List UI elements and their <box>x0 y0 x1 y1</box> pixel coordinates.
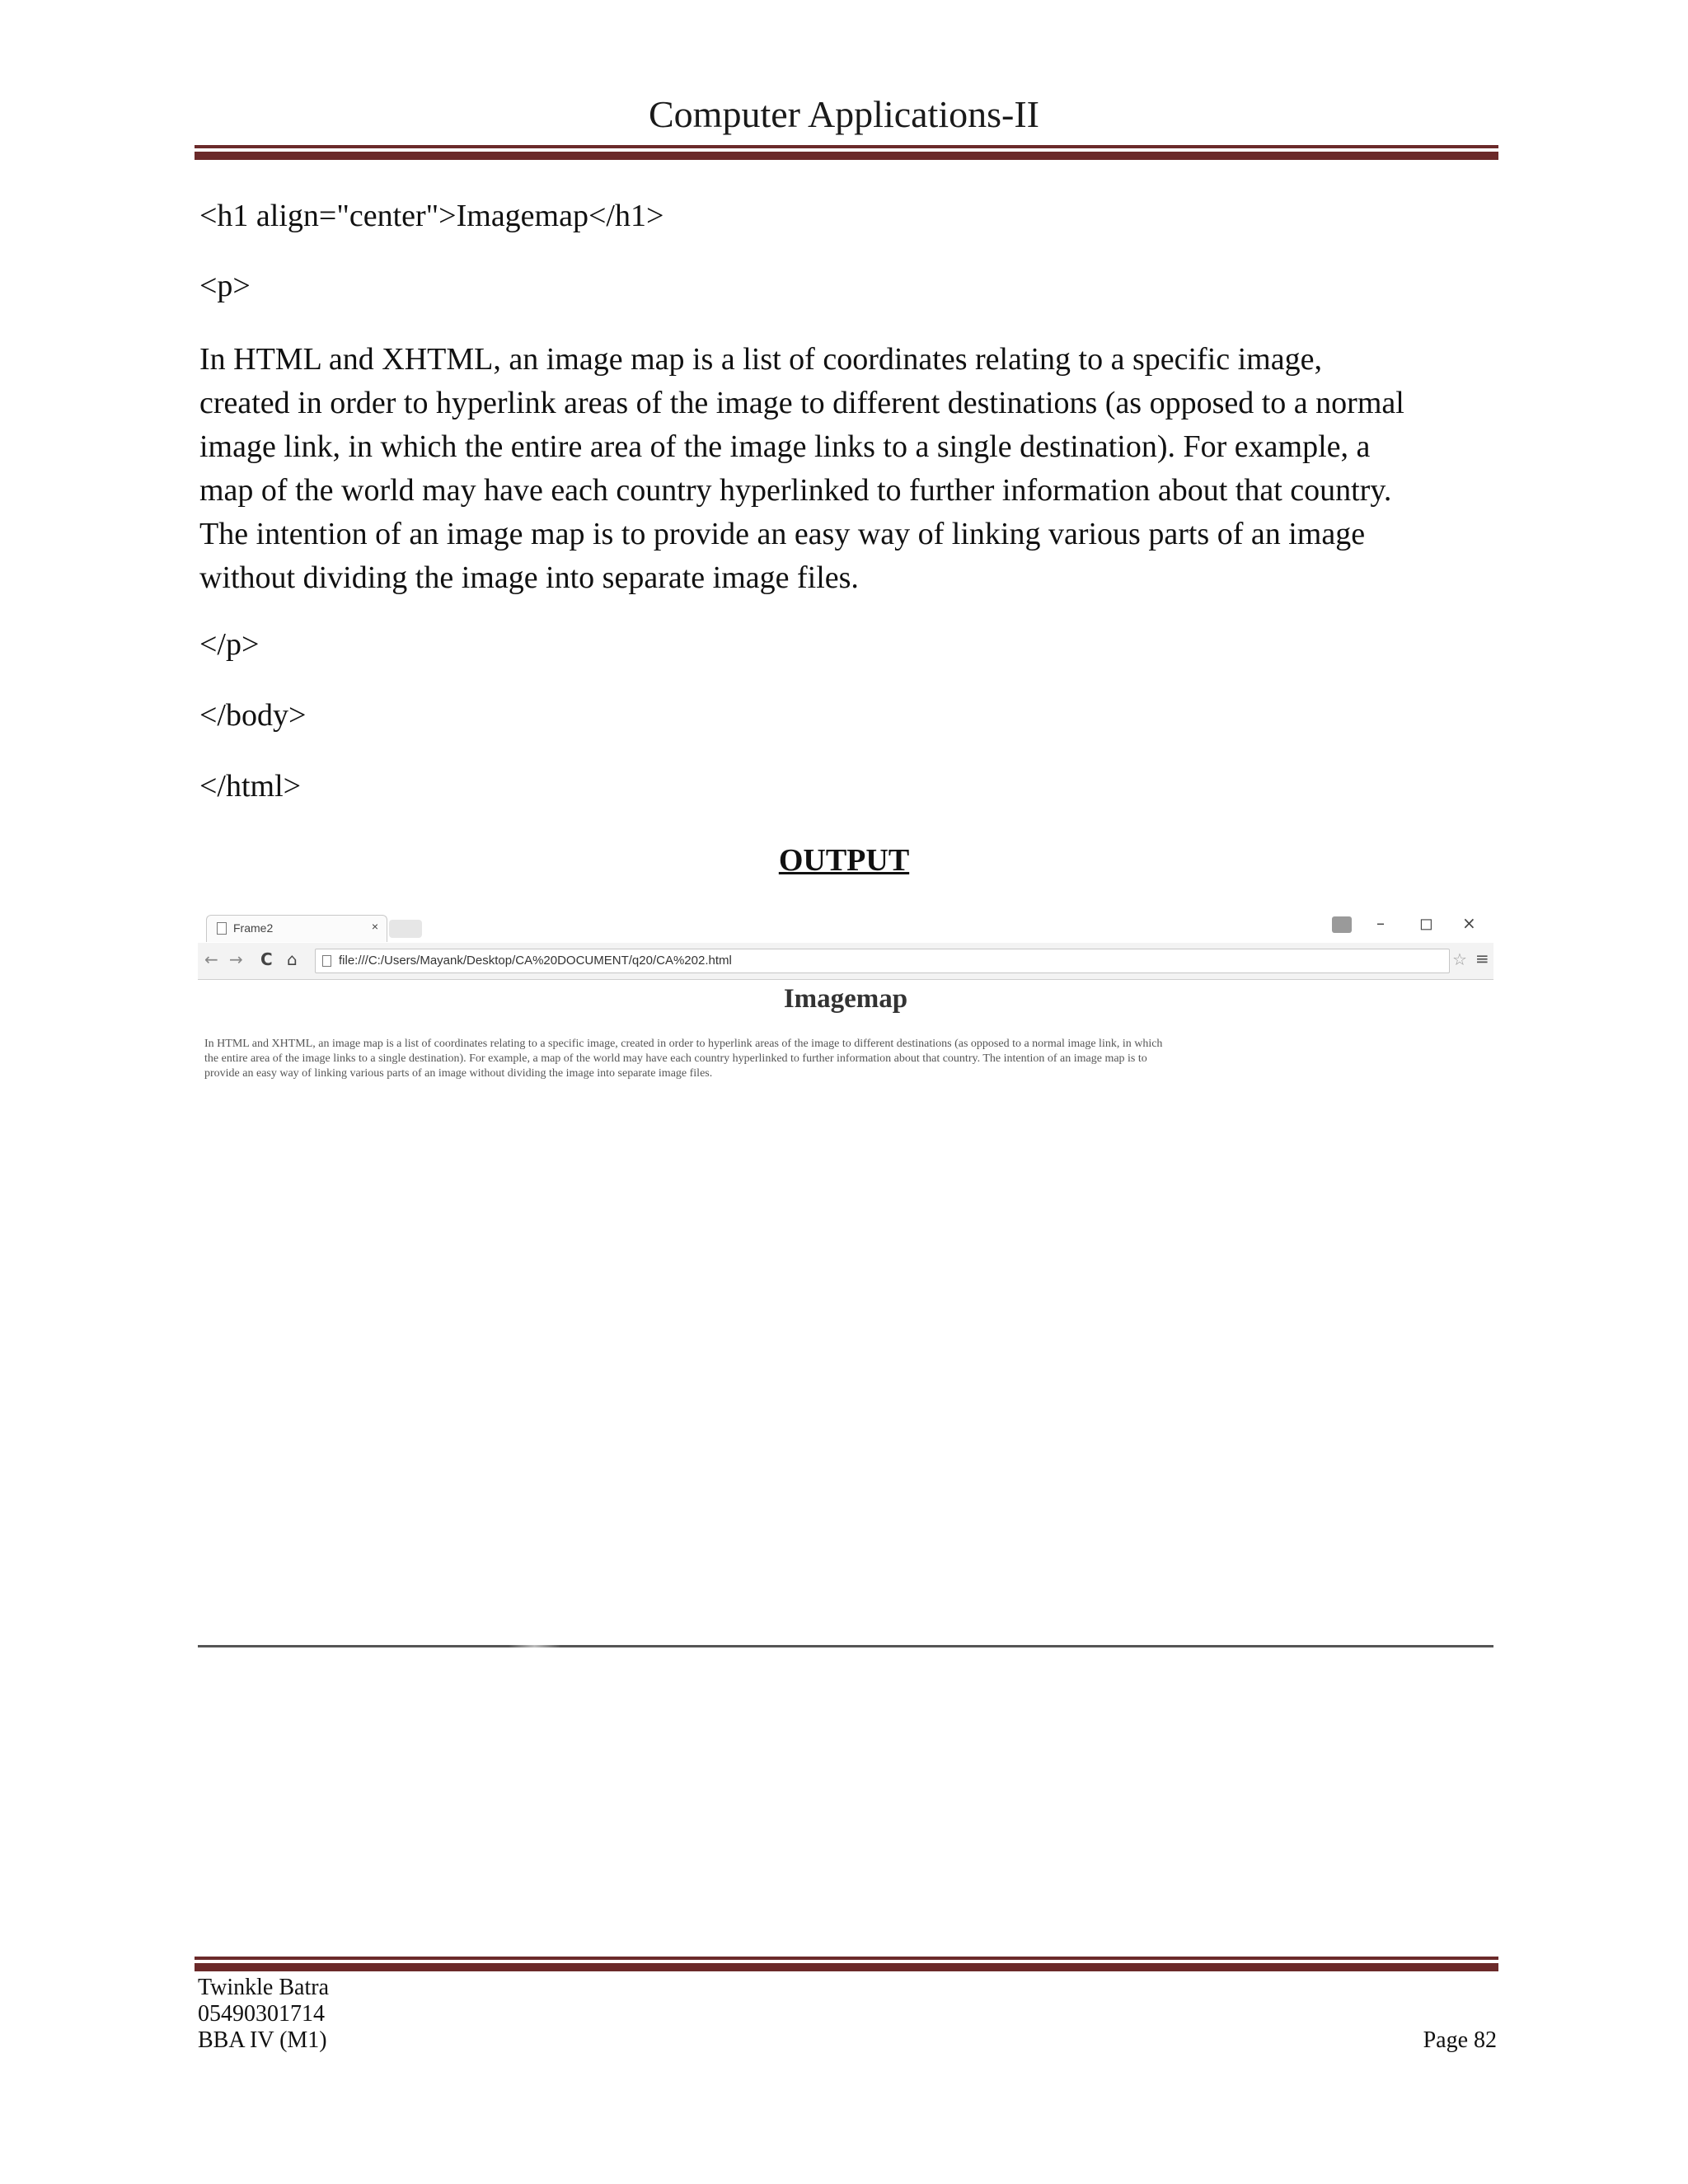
footer-author-block <box>198 1975 329 2054</box>
section-divider <box>198 1645 1493 1647</box>
browser-page-text <box>204 1037 1486 1081</box>
paragraph-line: In HTML and XHTML, an image map is a list of coordinates relating to a specific image, <box>199 342 1322 377</box>
menu-icon[interactable]: ≡ <box>1475 949 1489 968</box>
output-heading: OUTPUT <box>778 843 910 878</box>
paragraph-line: The intention of an image map is to provide an easy way of linking various parts of an image <box>199 517 1366 551</box>
browser-screenshot <box>198 910 1493 1099</box>
code-line-h1: <h1 align="center">Imagemap</h1> <box>199 199 664 233</box>
browser-tab-bar <box>198 910 1493 944</box>
footer-class: BBA IV (M1) <box>198 2027 327 2053</box>
page-header-title: Computer Applications-II <box>649 93 1039 135</box>
bookmark-star-icon[interactable]: ☆ <box>1452 949 1467 969</box>
paragraph-line: created in order to hyperlink areas of the image to different destinations (as opposed to a normal <box>199 386 1404 420</box>
page-number: Page 82 <box>1423 2027 1497 2053</box>
footer-rule <box>195 1957 1498 1971</box>
forward-icon[interactable]: → <box>229 949 243 969</box>
page-icon <box>322 955 331 967</box>
browser-tab[interactable] <box>206 915 387 942</box>
code-line-p-open: <p> <box>199 269 251 303</box>
paragraph-line: image link, in which the entire area of the image links to a single destination). For example, a <box>199 429 1371 464</box>
browser-page-text-line: In HTML and XHTML, an image map is a list of coordinates relating to a specific image, created in order to hyperlink areas of the image to different destinations (as opposed to a normal image link, in which <box>204 1038 1163 1050</box>
browser-page-text-line: the entire area of the image links to a single destination). For example, a map of the world may have each country hyperlinked to further information about that country. The intention of an image map is to <box>204 1052 1147 1065</box>
header-rule <box>195 145 1498 160</box>
minimize-icon[interactable]: – <box>1376 913 1385 933</box>
tab-close-icon[interactable]: × <box>371 920 378 933</box>
browser-page-text-line: provide an easy way of linking various parts of an image without dividing the image into separate image files. <box>204 1067 713 1080</box>
footer-name: Twinkle Batra <box>198 1975 329 2000</box>
code-line-html-close: </html> <box>199 769 302 804</box>
code-line-body-close: </body> <box>199 698 307 733</box>
user-profile-icon[interactable] <box>1332 916 1352 933</box>
browser-page-heading: Imagemap <box>783 984 908 1014</box>
browser-address-bar <box>198 943 1493 980</box>
footer-id: 05490301714 <box>198 2001 325 2027</box>
back-icon[interactable]: ← <box>204 949 218 969</box>
window-close-icon[interactable]: × <box>1462 913 1476 933</box>
url-input[interactable] <box>315 949 1450 973</box>
new-tab-button[interactable] <box>389 920 422 938</box>
tab-title: Frame2 <box>233 921 274 935</box>
page-icon <box>217 922 227 935</box>
url-text: file:///C:/Users/Mayank/Desktop/CA%20DOCUMENT/q20/CA%202.html <box>339 954 732 968</box>
home-icon[interactable]: ⌂ <box>287 949 298 969</box>
paragraph-line: without dividing the image into separate image files. <box>199 560 859 595</box>
paragraph-text <box>199 338 1485 600</box>
code-line-p-close: </p> <box>199 627 260 662</box>
paragraph-line: map of the world may have each country hyperlinked to further information about that country. <box>199 473 1392 508</box>
restore-icon[interactable]: ◻ <box>1419 913 1433 933</box>
reload-icon[interactable]: C <box>260 949 273 969</box>
